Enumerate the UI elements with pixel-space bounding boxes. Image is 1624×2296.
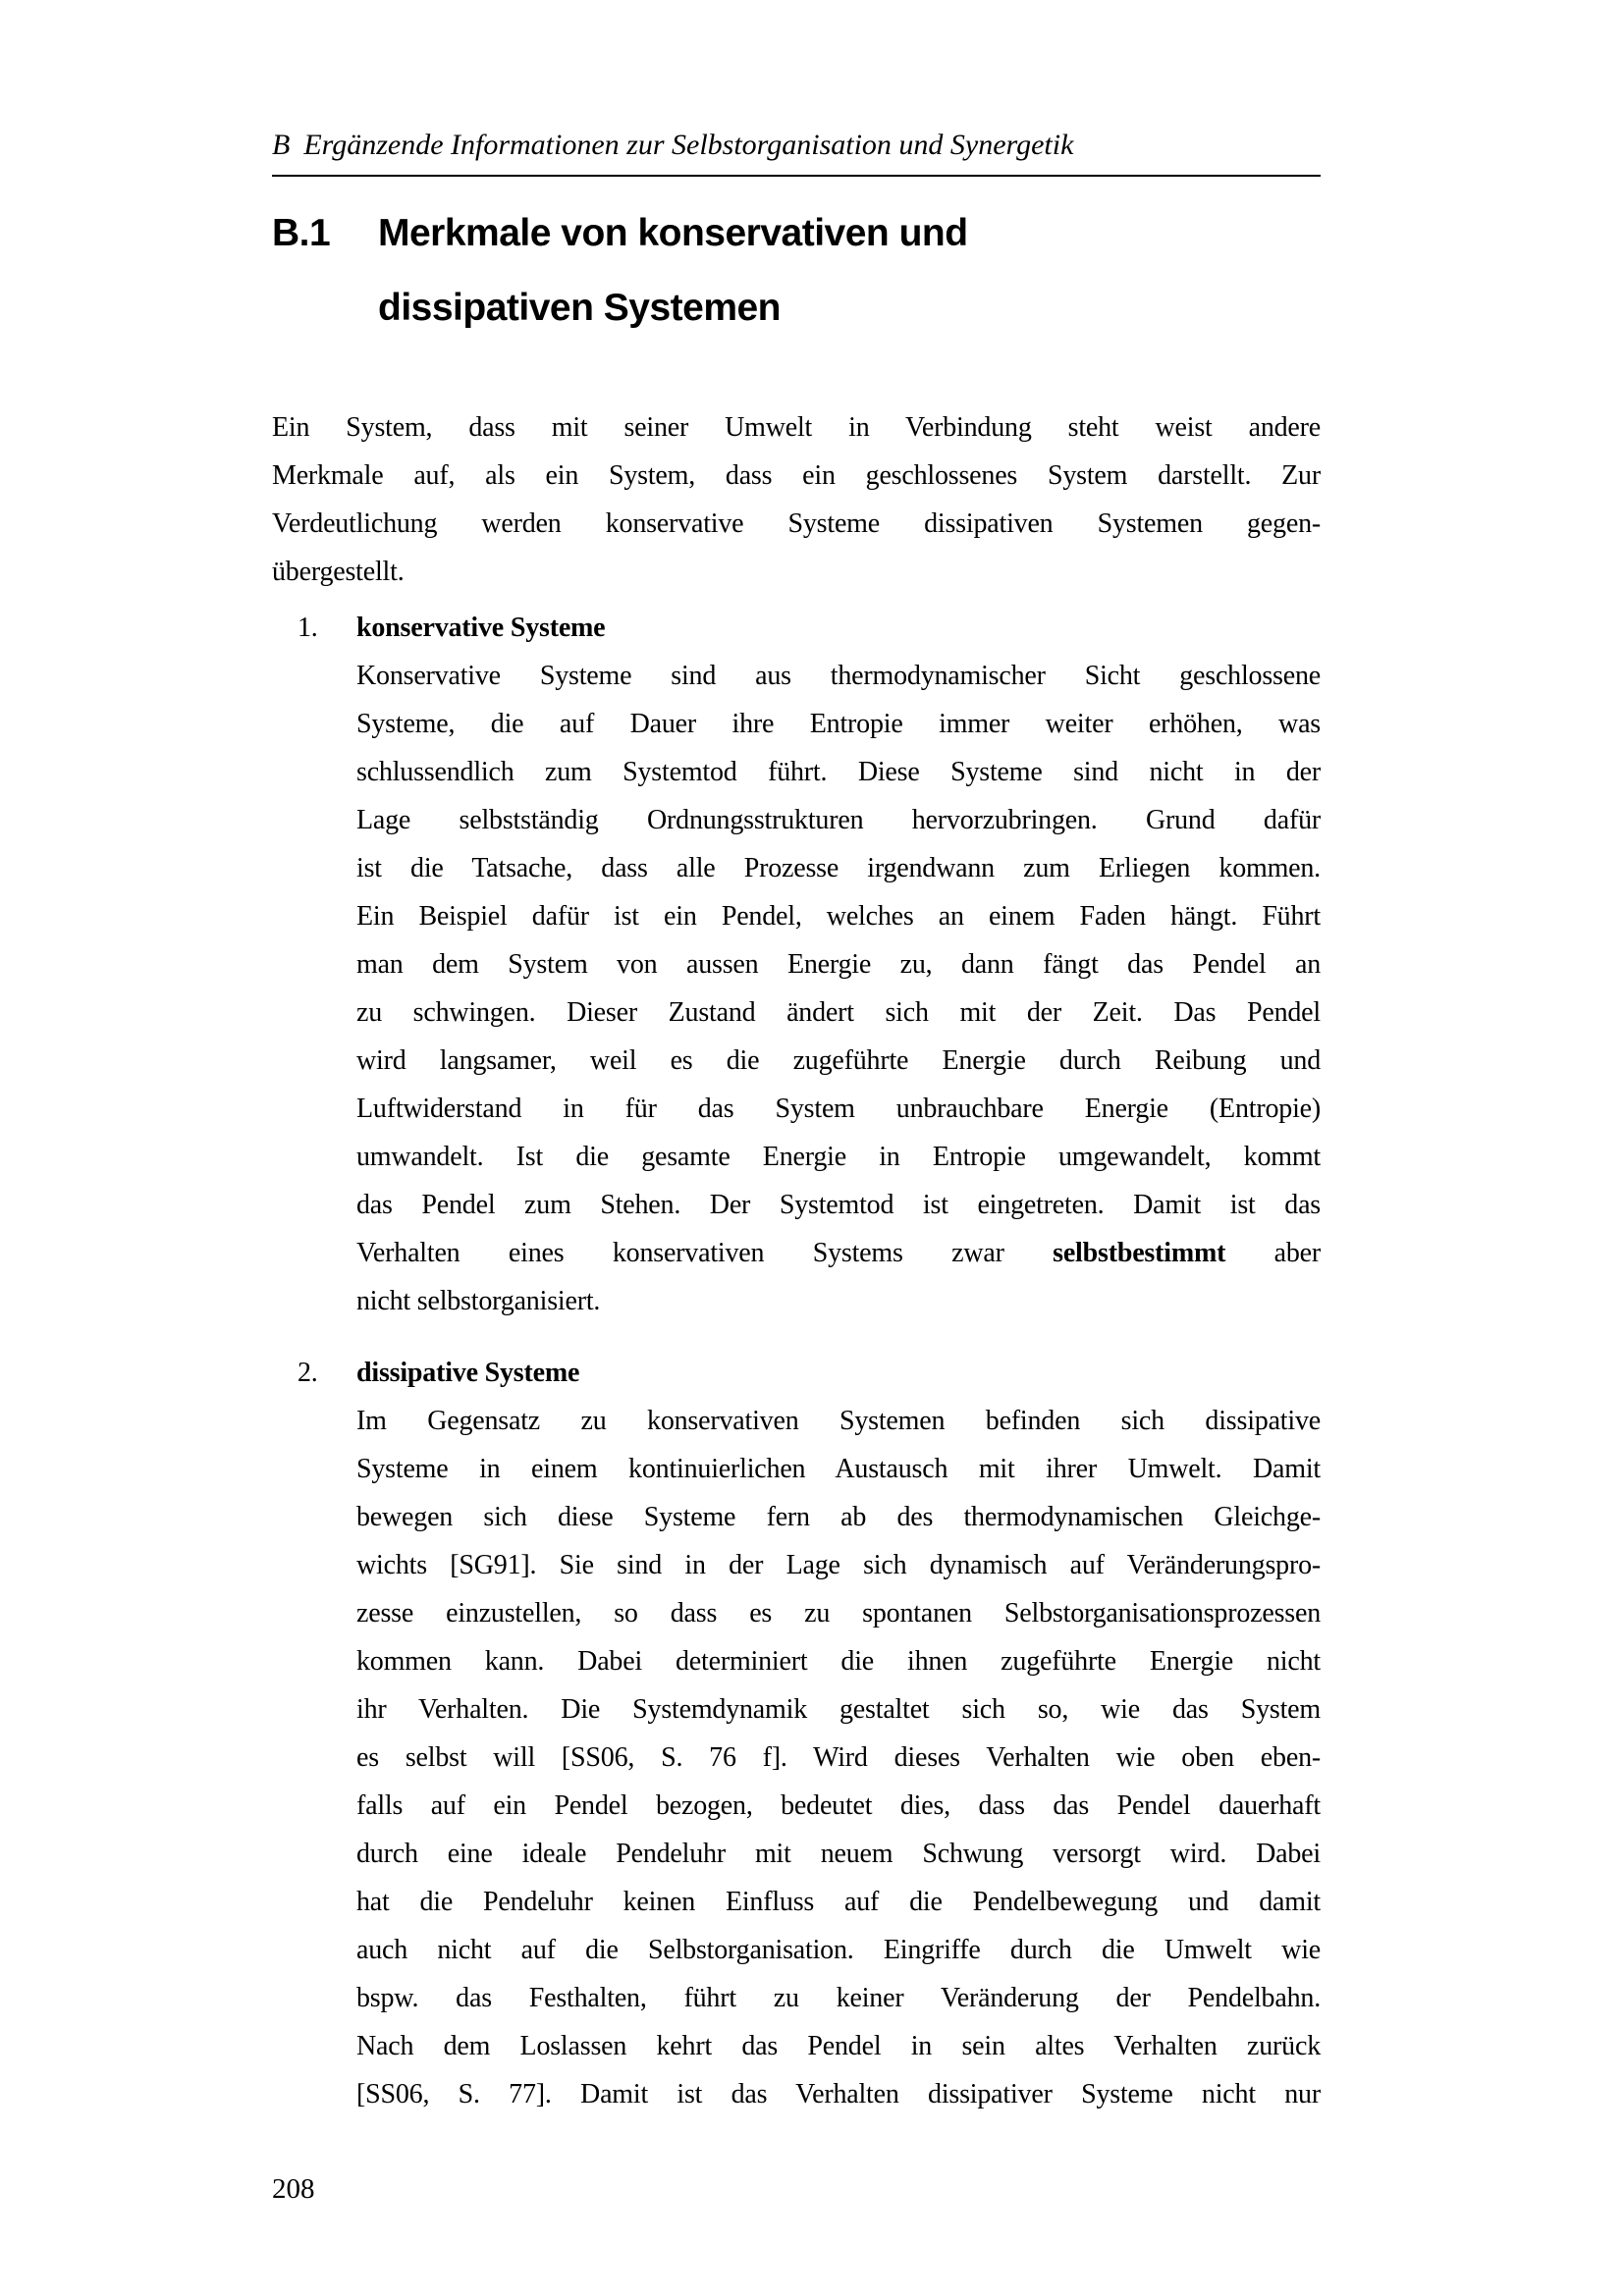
text-line: es selbst will [SS06, S. 76 f]. Wird dieses Verhalten wie oben eben-: [356, 1742, 1321, 1773]
text-line: Systeme in einem kontinuierlichen Austausch mit ihrer Umwelt. Damit: [356, 1454, 1321, 1484]
text-line: Merkmale auf, als ein System, dass ein geschlossenes System darstellt. Zur: [272, 460, 1321, 491]
page-number: 208: [272, 2173, 315, 2205]
text-line: ihr Verhalten. Die Systemdynamik gestaltet sich so, wie das System: [356, 1694, 1321, 1725]
text-line: ist die Tatsache, dass alle Prozesse irgendwann zum Erliegen kommen.: [356, 853, 1321, 883]
intro-paragraph: [272, 403, 1321, 596]
text-line: [SS06, S. 77]. Damit ist das Verhalten dissipativer Systeme nicht nur: [356, 2079, 1321, 2109]
list-item-konservative-systeme: [272, 604, 1321, 1325]
text-line: Ein Beispiel dafür ist ein Pendel, welches an einem Faden hängt. Führt: [356, 901, 1321, 932]
list-item-number: 2.: [298, 1358, 318, 1388]
text-line: Verdeutlichung werden konservative Systeme dissipativen Systemen gegen-: [272, 508, 1321, 539]
text-line: wird langsamer, weil es die zugeführte Energie durch Reibung und: [356, 1045, 1321, 1076]
section-heading: [272, 196, 1321, 346]
text-line: man dem System von aussen Energie zu, dann fängt das Pendel an: [356, 949, 1321, 980]
section-title-line1: Merkmale von konservativen und: [378, 212, 968, 254]
text-block: [272, 128, 1321, 2118]
text-line: schlussendlich zum Systemtod führt. Diese Systeme sind nicht in der: [356, 757, 1321, 787]
text-line: hat die Pendeluhr keinen Einfluss auf die Pendelbewegung und damit: [356, 1887, 1321, 1917]
text-line: bspw. das Festhalten, führt zu keiner Veränderung der Pendelbahn.: [356, 1983, 1321, 2013]
text-line: zu schwingen. Dieser Zustand ändert sich mit der Zeit. Das Pendel: [356, 997, 1321, 1028]
text-line: übergestellt.: [272, 557, 405, 587]
running-header-title: Ergänzende Informationen zur Selbstorganisation und Synergetik: [303, 129, 1074, 161]
list-item-number: 1.: [298, 613, 318, 643]
text-segment: Verhalten eines konservativen Systems zwar: [356, 1238, 1054, 1268]
list-item-label: dissipative Systeme: [356, 1358, 580, 1388]
text-line: Lage selbstständig Ordnungsstrukturen hervorzubringen. Grund dafür: [356, 805, 1321, 835]
text-line: falls auf ein Pendel bezogen, bedeutet dies, dass das Pendel dauerhaft: [356, 1790, 1321, 1821]
text-line: Konservative Systeme sind aus thermodynamischer Sicht geschlossene: [356, 661, 1321, 691]
text-segment: aber: [1225, 1238, 1322, 1268]
text-line: Systeme, die auf Dauer ihre Entropie immer weiter erhöhen, was: [356, 709, 1321, 739]
text-line: kommen kann. Dabei determiniert die ihnen zugeführte Energie nicht: [356, 1646, 1321, 1677]
text-line: Luftwiderstand in für das System unbrauchbare Energie (Entropie): [356, 1094, 1321, 1124]
section-number: B.1: [272, 212, 331, 254]
chapter-label: B: [272, 129, 291, 161]
text-line: das Pendel zum Stehen. Der Systemtod ist eingetreten. Damit ist das: [356, 1190, 1321, 1220]
section-title-line2: dissipativen Systemen: [378, 287, 782, 329]
bold-term-selbstbestimmt: selbstbestimmt: [1053, 1238, 1226, 1268]
list-item-dissipative-systeme: [272, 1349, 1321, 2118]
text-line: wichts [SG91]. Sie sind in der Lage sich dynamisch auf Veränderungspro-: [356, 1550, 1321, 1580]
text-line-with-emphasis: [356, 1229, 1321, 1277]
list-item-label: konservative Systeme: [356, 613, 606, 643]
text-line: umwandelt. Ist die gesamte Energie in Entropie umgewandelt, kommt: [356, 1142, 1321, 1172]
text-line: auch nicht auf die Selbstorganisation. Eingriffe durch die Umwelt wie: [356, 1935, 1321, 1965]
text-line: bewegen sich diese Systeme fern ab des thermodynamischen Gleichge-: [356, 1502, 1321, 1532]
text-line: zesse einzustellen, so dass es zu spontanen Selbstorganisationsprozessen: [356, 1598, 1321, 1629]
text-line: nicht selbstorganisiert.: [356, 1286, 601, 1316]
text-line: durch eine ideale Pendeluhr mit neuem Schwung versorgt wird. Dabei: [356, 1839, 1321, 1869]
text-line: Nach dem Loslassen kehrt das Pendel in sein altes Verhalten zurück: [356, 2031, 1321, 2061]
text-line: Ein System, dass mit seiner Umwelt in Verbindung steht weist andere: [272, 412, 1321, 443]
text-line: Im Gegensatz zu konservativen Systemen befinden sich dissipative: [356, 1406, 1321, 1436]
running-header: [272, 128, 1321, 177]
section-heading-line1: [272, 196, 1321, 271]
